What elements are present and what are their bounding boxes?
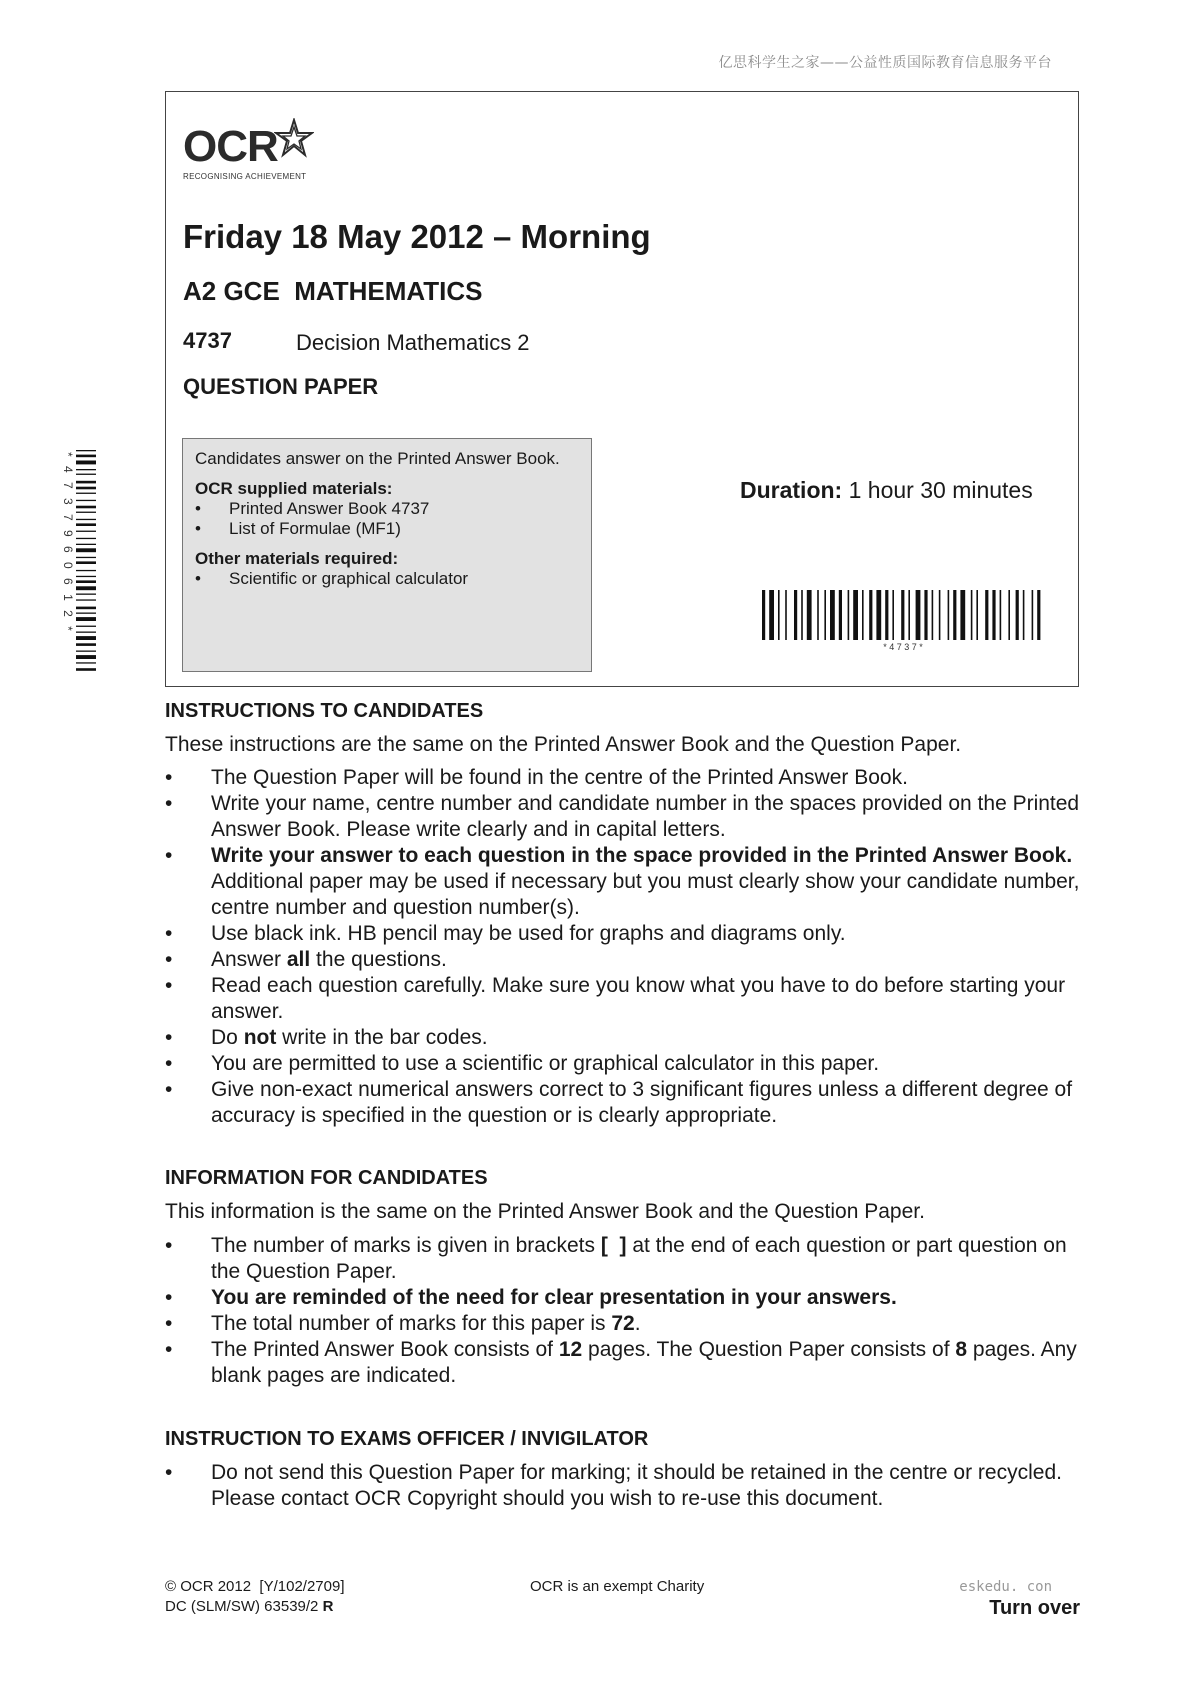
list-item: • You are permitted to use a scientific or graphical calculator in this paper. bbox=[165, 1052, 880, 1075]
barcode-digits: * 4 7 3 7 * bbox=[883, 642, 923, 652]
list-item: • Do not send this Question Paper for marking; it should be retained in the centre or recycled. Please contact OCR Copyright should you wish to re-use this document. bbox=[165, 1461, 1062, 1510]
information-intro: This information is the same on the Printed Answer Book and the Question Paper. bbox=[165, 1200, 925, 1223]
list-item: • Give non-exact numerical answers correct to 3 significant figures unless a different degree of accuracy is specified in the question or is clearly appropriate. bbox=[165, 1078, 1073, 1127]
exam-title: A2 GCE MATHEMATICS bbox=[183, 276, 483, 306]
star-icon bbox=[274, 118, 314, 158]
instructions-list bbox=[165, 765, 1095, 1129]
paper-subject: Decision Mathematics 2 bbox=[296, 330, 530, 355]
duration: Duration: 1 hour 30 minutes bbox=[740, 477, 1033, 503]
list-item: • You are reminded of the need for clear presentation in your answers. bbox=[165, 1286, 897, 1309]
list-item: • The Question Paper will be found in the centre of the Printed Answer Book. bbox=[165, 766, 908, 789]
logo-tagline: RECOGNISING ACHIEVEMENT bbox=[183, 172, 307, 181]
information-list bbox=[165, 1233, 1095, 1389]
barcode-vertical bbox=[52, 448, 98, 678]
barcode-horizontal bbox=[760, 590, 1046, 652]
list-item: • Read each question carefully. Make sure you know what you have to do before starting your answer. bbox=[165, 974, 1066, 1023]
list-item: • Do not write in the bar codes. bbox=[165, 1026, 488, 1049]
instructions-intro: These instructions are the same on the Printed Answer Book and the Question Paper. bbox=[165, 733, 962, 756]
barcode-digits-vertical: * 4 7 3 7 9 6 0 6 1 2 * bbox=[61, 452, 75, 634]
list-item: • Write your answer to each question in the space provided in the Printed Answer Book. Additional paper may be used if necessary but you must clearly show your candidate number, centre number and question number(s). bbox=[165, 844, 1080, 919]
other-item: • Scientific or graphical calculator bbox=[195, 569, 469, 588]
paper-type: QUESTION PAPER bbox=[183, 374, 379, 399]
paper-code: 4737 bbox=[183, 328, 232, 353]
turn-over: Turn over bbox=[989, 1597, 1080, 1619]
doc-ref: DC (SLM/SW) 63539/2 R bbox=[165, 1598, 334, 1615]
ocr-logo bbox=[183, 118, 353, 188]
information-heading: INFORMATION FOR CANDIDATES bbox=[165, 1167, 488, 1189]
officer-heading: INSTRUCTION TO EXAMS OFFICER / INVIGILATOR bbox=[165, 1428, 649, 1450]
charity-note: OCR is an exempt Charity bbox=[530, 1578, 705, 1595]
exam-date: Friday 18 May 2012 – Morning bbox=[183, 218, 651, 255]
other-heading: Other materials required: bbox=[195, 549, 399, 568]
copyright: © OCR 2012 [Y/102/2709] bbox=[165, 1578, 345, 1595]
watermark-text: 亿思科学生之家——公益性质国际教育信息服务平台 bbox=[718, 55, 1052, 71]
supplied-heading: OCR supplied materials: bbox=[195, 479, 393, 498]
list-item: • The total number of marks for this paper is 72. bbox=[165, 1312, 641, 1335]
materials-line: Candidates answer on the Printed Answer Book. bbox=[195, 449, 560, 468]
list-item: • Answer all the questions. bbox=[165, 948, 447, 971]
materials-box bbox=[182, 438, 592, 672]
supplied-item: • Printed Answer Book 4737 bbox=[195, 499, 430, 518]
supplied-item: • List of Formulae (MF1) bbox=[195, 519, 401, 538]
officer-list bbox=[165, 1460, 1095, 1512]
instructions-heading: INSTRUCTIONS TO CANDIDATES bbox=[165, 700, 484, 722]
site-watermark: eskedu. con bbox=[959, 1579, 1052, 1595]
list-item: • Use black ink. HB pencil may be used for graphs and diagrams only. bbox=[165, 922, 846, 945]
list-item: • The Printed Answer Book consists of 12 pages. The Question Paper consists of 8 pages. Any blank pages are indicated. bbox=[165, 1338, 1077, 1387]
logo-text: OCR bbox=[183, 122, 278, 171]
list-item: • The number of marks is given in brackets [ ] at the end of each question or part question on the Question Paper. bbox=[165, 1234, 1067, 1283]
list-item: • Write your name, centre number and candidate number in the spaces provided on the Printed Answer Book. Please write clearly and in capital letters. bbox=[165, 792, 1080, 841]
